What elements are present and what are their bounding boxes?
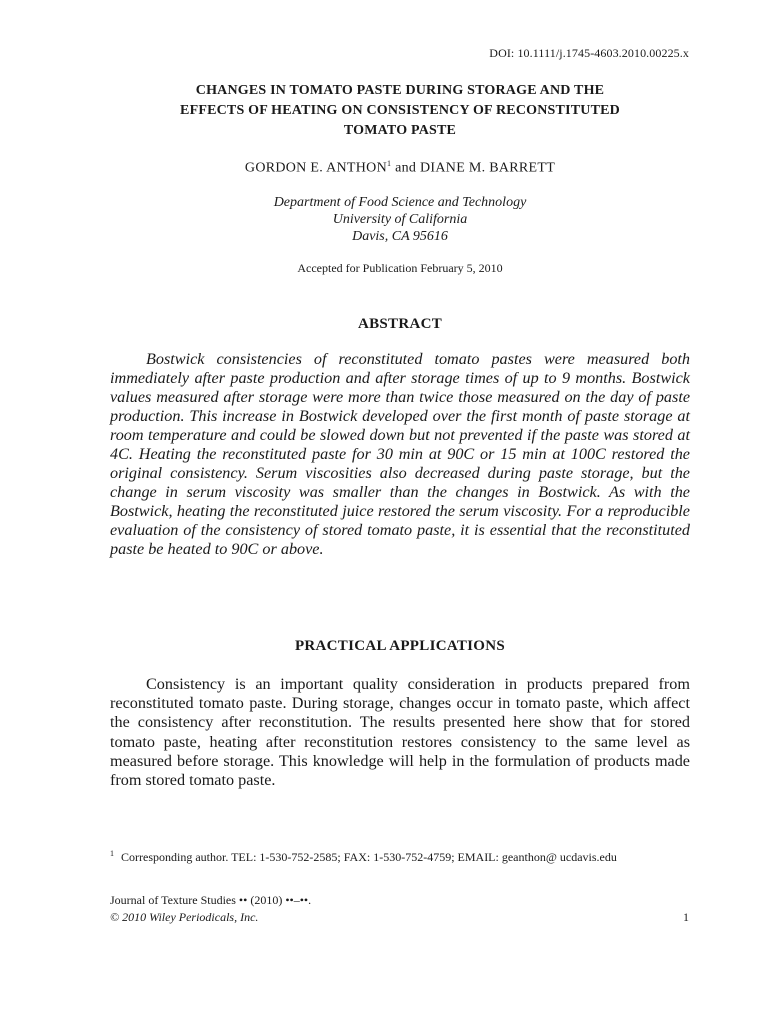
acceptance-note: Accepted for Publication February 5, 2010 [297, 261, 503, 275]
title-line: EFFECTS OF HEATING ON CONSISTENCY OF RECONSTITUTED [180, 103, 620, 118]
author-name: DIANE M. BARRETT [420, 160, 556, 176]
affiliation-department: Department of Food Science and Technology [273, 195, 527, 210]
affiliation-location: Davis, CA 95616 [352, 229, 448, 244]
footnote-mark: 1 [110, 849, 114, 858]
affiliation-university: University of California [332, 212, 468, 227]
doi: DOI: 10.1111/j.1745-4603.2010.00225.x [489, 46, 689, 60]
author-connector: and [391, 160, 421, 176]
practical-applications-heading: PRACTICAL APPLICATIONS [294, 638, 506, 654]
footnote-text: Corresponding author. TEL: 1-530-752-2585; FAX: 1-530-752-4759; EMAIL: geanthon@ ucdavis.edu [121, 850, 617, 864]
author-footnote-mark: 1 [386, 159, 392, 168]
title-line: CHANGES IN TOMATO PASTE DURING STORAGE AND THE [195, 83, 605, 98]
practical-applications-body: Consistency is an important quality consideration in products prepared from reconstituted tomato paste. During storage, changes occur in tomato paste, which affect the consistency after reconstitution. The results presented here show that for stored tomato paste, heating after reconstitution restores consistency to the same level as measured before storage. This knowledge will help in the formulation of products made from stored tomato paste. [110, 675, 690, 790]
copyright: © 2010 Wiley Periodicals, Inc. [110, 910, 259, 924]
abstract-body: Bostwick consistencies of reconstituted tomato pastes were measured both immediately after paste production and after storage times of up to 9 months. Bostwick values measured after storage were more than twice those measured on the day of paste production. This increase in Bostwick developed over the first month of paste storage at room temperature and could be slowed down but not prevented if the paste was stored at 4C. Heating the reconstituted paste for 30 min at 90C or 15 min at 100C restored the original consistency. Serum viscosities also decreased during paste storage, but the change in serum viscosity was smaller than the changes in Bostwick. As with the Bostwick, heating the reconstituted juice restored the serum viscosity. For a reproducible evaluation of the consistency of stored tomato paste, it is essential that the reconstituted paste be heated to 90C or above. [110, 350, 690, 558]
author-name: GORDON E. ANTHON [244, 160, 387, 176]
authors [110, 159, 690, 177]
journal-citation: Journal of Texture Studies •• (2010) ••–••. [110, 893, 312, 907]
paper-title [110, 81, 690, 141]
affiliation [110, 194, 690, 245]
page-number: 1 [683, 910, 689, 924]
footnote [110, 849, 690, 865]
abstract-heading: ABSTRACT [357, 316, 443, 332]
title-line: TOMATO PASTE [343, 123, 457, 138]
